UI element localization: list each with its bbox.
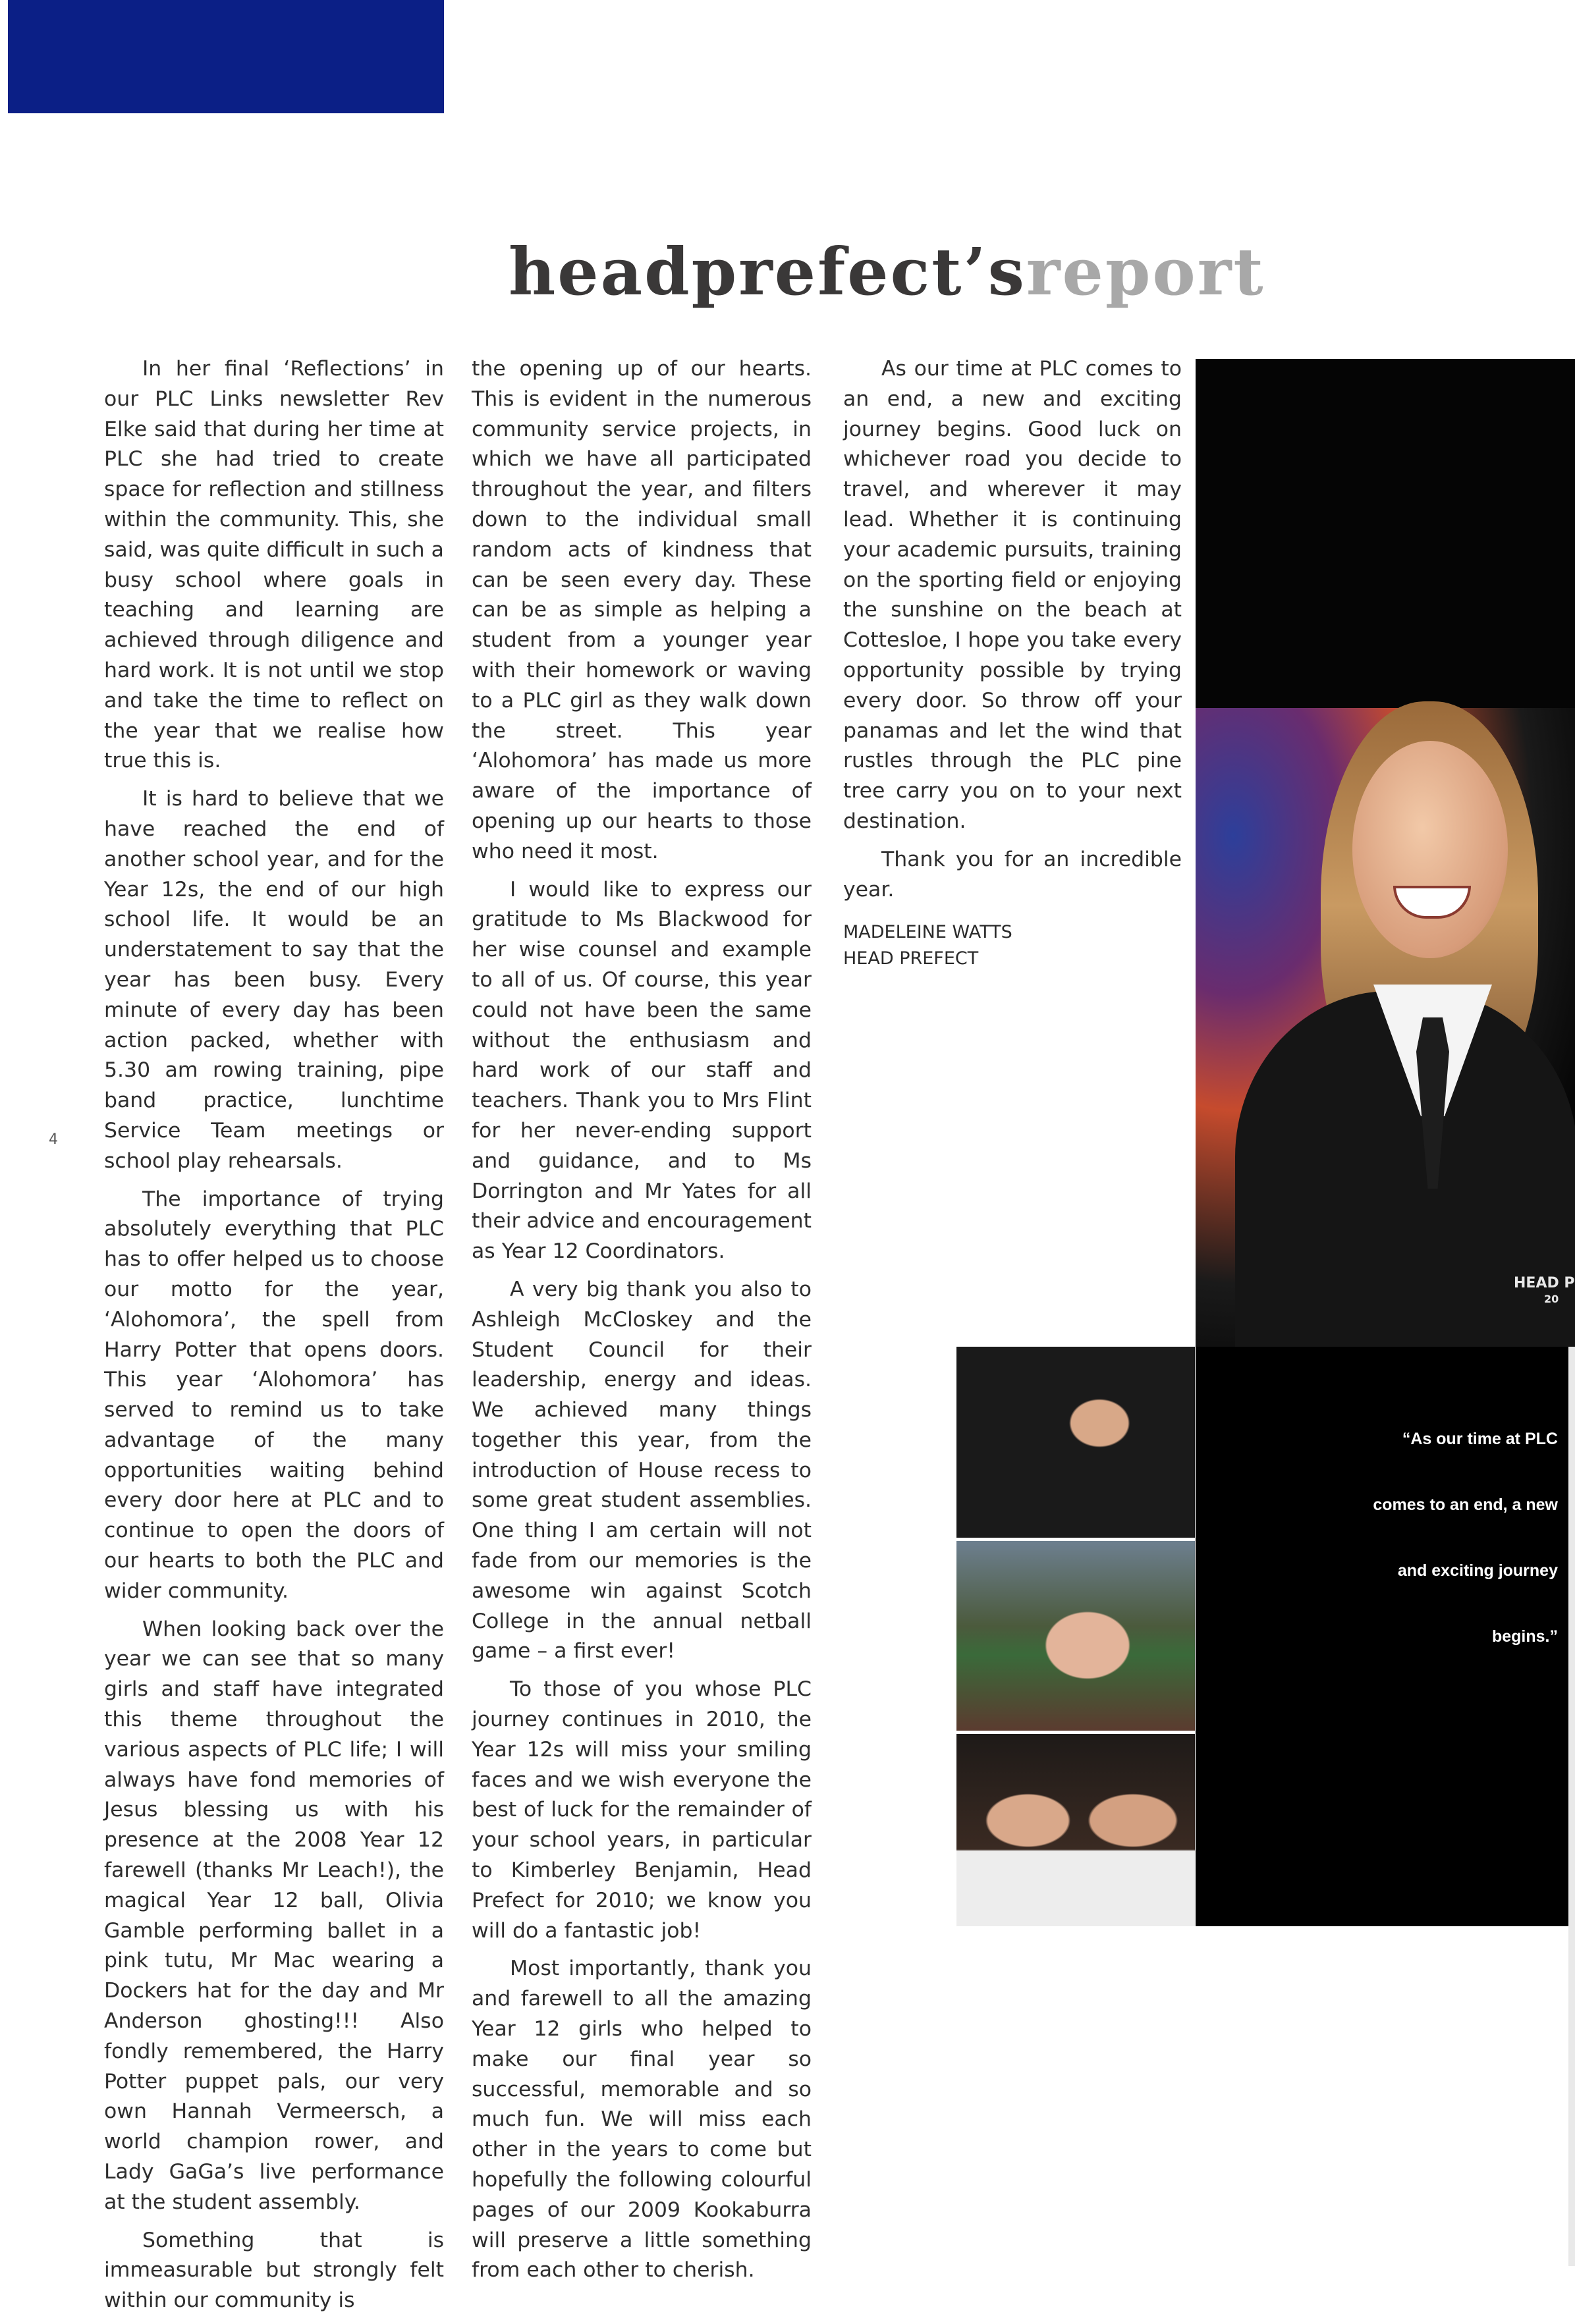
- pull-quote: [1281, 1406, 1558, 1669]
- paragraph: As our time at PLC comes to an end, a new and exciting journey begins. Good luck on whichever road you decide to travel, and wherever it may lead. Whether it is continuing your academic pursuits, training on the sporting field or enjoying the sunshine on the beach at Cottesloe, I hope you take every opportunity possible by trying every door. So throw off your panamas and let the wind that rustles through the PLC pine tree carry you on to your next destination.: [843, 357, 1182, 833]
- paragraph: In her final ‘Reflections’ in our PLC Links newsletter Rev Elke said that during her time at PLC she had tried to create space for reflection and stillness within the community. This, she said, was quite difficult in such a busy school where goals in teaching and learning are achieved through diligence and hard work. It is not until we stop and take the time to reflect on the year that we realise how true this is.: [104, 357, 444, 773]
- paragraph: Most importantly, thank you and farewell to all the amazing Year 12 girls who helped to make our final year so successful, memorable and so much fun. We will miss each other in the years to come but hopefully the following colourful pages of our 2009 Kookaburra will preserve a little something from each other to cherish.: [472, 1957, 812, 2283]
- pull-quote-line: and exciting journey: [1397, 1561, 1558, 1580]
- pull-quote-line: begins.”: [1491, 1627, 1558, 1646]
- paragraph: A very big thank you also to Ashleigh McCloskey and the Student Council for their leadership, energy and ideas. We achieved many things together this year, from the introduction of House recess to some great student assemblies. One thing I am certain will not fade from our memories is the awesome win against Scotch College in the annual netball game – a first ever!: [472, 1277, 812, 1663]
- paragraph: It is hard to believe that we have reached the end of another school year, and for the Year 12s, the end of our high school life. It would be an understatement to say that the year has been busy. Every minute of every day has been action packed, whether with 5.30 am rowing training, pipe band practice, lunchtime Service Team meetings or school play rehearsals.: [104, 787, 444, 1173]
- head-prefect-portrait-photo: [1196, 359, 1575, 1347]
- paragraph: Thank you for an incredible year.: [843, 847, 1182, 902]
- pull-quote-box: [1196, 1347, 1568, 1926]
- photo-face: [1352, 741, 1508, 958]
- title-headprefects: headprefect’s: [509, 234, 1026, 310]
- pull-quote-line: comes to an end, a new: [1373, 1496, 1558, 1514]
- paragraph: I would like to express our gratitude to Ms Blackwood for her wise counsel and example to all of us. Of course, this year could not have been the same without the enthusiasm and hard work of our staff and teachers. Thank you to Mrs Flint for her never-ending support and guidance, and to Ms Dorrington and Mr Yates for all their advice and encouragement as Year 12 Coordinators.: [472, 877, 812, 1264]
- page-edge: [1568, 1347, 1575, 2266]
- page-title: [509, 234, 1265, 310]
- photo-student-face-paint: [956, 1541, 1195, 1731]
- photo-two-students: [956, 1734, 1195, 1926]
- signature-name: MADELEINE WATTS: [843, 922, 1012, 943]
- badge-line-1: HEAD P: [1514, 1275, 1575, 1291]
- paragraph: When looking back over the year we can see that so many girls and staff have integrated this theme throughout the various aspects of PLC life; I will always have fond memories of Jesus blessing us with his presence at the 2008 Year 12 farewell (thanks Mr Leach!), the magical Year 12 ball, Olivia Gamble performing ballet in a pink tutu, Mr Mac wearing a Dockers hat for the day and Mr Anderson ghosting!!! Also fondly remembered, the Harry Potter puppet pals, our very own Hannah Vermeersch, a world champion rower, and Lady GaGa’s live performance at the student assembly.: [104, 1617, 444, 2214]
- signature-role: HEAD PREFECT: [843, 948, 979, 969]
- header-color-block: [8, 0, 444, 113]
- photo-students-singing: [956, 1347, 1195, 1538]
- blazer-badge-text: [1514, 1276, 1575, 1307]
- paragraph: To those of you whose PLC journey continues in 2010, the Year 12s will miss your smiling faces and we wish everyone the best of luck for the remainder of your school years, in particular to Kimberley Benjamin, Head Prefect for 2010; we know you will do a fantastic job!: [472, 1677, 812, 1943]
- paragraph: the opening up of our hearts. This is evident in the numerous community service projects, in which we have all participated throughout the year, and filters down to the individual small random acts of kindness that can be seen every day. These can be as simple as helping a student from a younger year with their homework or waving to a PLC girl as they walk down the street. This year ‘Alohomora’ has made us more aware of the importance of opening up our hearts to those who need it most.: [472, 357, 812, 863]
- title-report: report: [1026, 234, 1265, 310]
- page-number: 4: [49, 1131, 58, 1148]
- article-column-1: [104, 354, 444, 2324]
- paragraph: Something that is immeasurable but strongly felt within our community is: [104, 2228, 444, 2313]
- article-column-2: [472, 354, 812, 2294]
- article-column-3: [843, 354, 1182, 972]
- paragraph: The importance of trying absolutely everything that PLC has to offer helped us to choose our motto for the year, ‘Alohomora’, the spell from Harry Potter that opens doors. This year ‘Alohomora’ has served to remind us to take advantage of the many opportunities waiting behind every door here at PLC and to continue to open the doors of our hearts to both the PLC and wider community.: [104, 1187, 444, 1603]
- small-photo-strip: [956, 1347, 1195, 1926]
- pull-quote-line: “As our time at PLC: [1402, 1430, 1558, 1448]
- badge-line-2: 20: [1544, 1293, 1559, 1305]
